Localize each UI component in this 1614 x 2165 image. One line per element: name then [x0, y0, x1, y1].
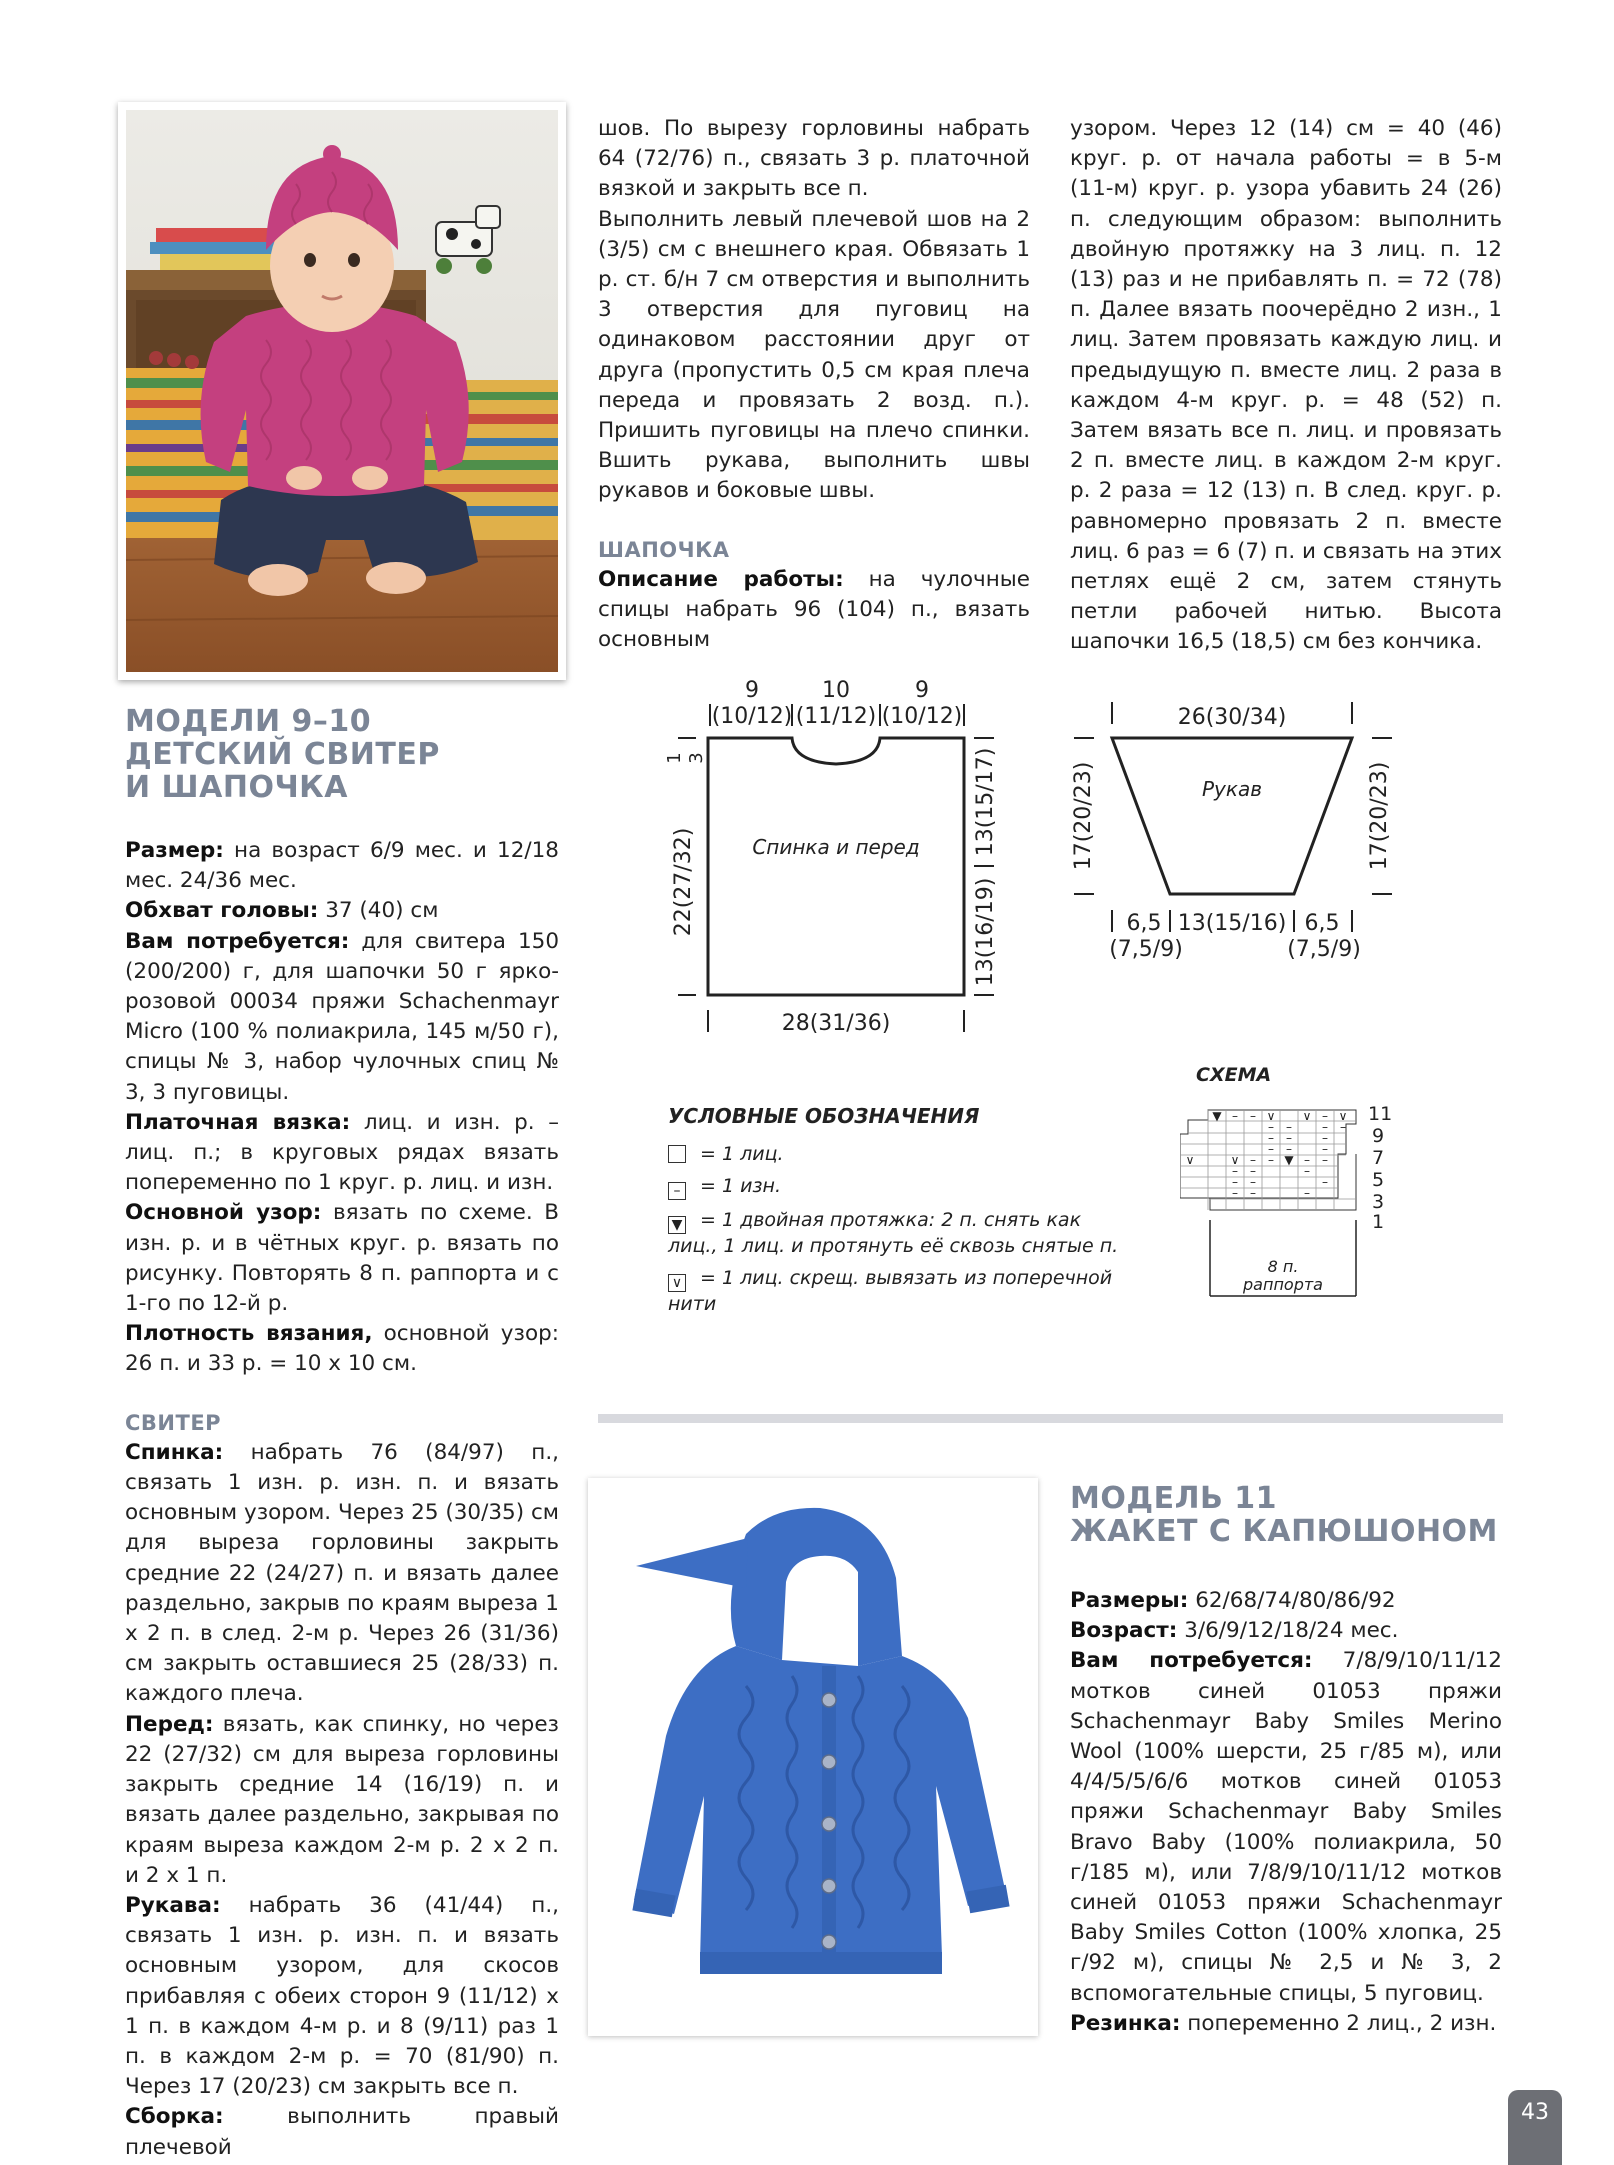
model-11-title: [1070, 1482, 1498, 1548]
jacket-sizes-label: Размеры:: [1070, 1588, 1189, 1613]
legend-double-decrease-text: = 1 двойная протяжка: 2 п. снять как лиц., 1 лиц. и протянуть её сквозь снятые п.: [668, 1209, 1119, 1257]
head-label: Обхват головы:: [125, 898, 319, 924]
svg-text:–: –: [1232, 1164, 1238, 1178]
body-left-top: 3: [686, 752, 707, 764]
pattern-line: [125, 1198, 559, 1319]
body-top-mid-sub: (11/12): [795, 704, 877, 729]
svg-text:–: –: [1322, 1175, 1328, 1189]
svg-text:–: –: [1340, 1120, 1346, 1134]
svg-text:▼: ▼: [1212, 1109, 1222, 1123]
svg-text:–: –: [1268, 1120, 1274, 1134]
chart-row-1: 1: [1372, 1211, 1385, 1233]
twisted-knit-symbol-icon: ∨: [668, 1274, 686, 1292]
body-left-height: 22(27/32): [671, 827, 696, 937]
baby-sweater-illustration: [126, 110, 558, 672]
legend-knit: [668, 1142, 1128, 1166]
back-line: [125, 1438, 559, 1710]
svg-text:∨: ∨: [1302, 1109, 1312, 1123]
body-top-mid: 10: [822, 678, 850, 703]
column-left: [125, 836, 559, 2163]
svg-text:∨: ∨: [1230, 1153, 1240, 1167]
gauge-text: основной узор: 26 п. и 33 р. = 10 х 10 см.: [125, 1321, 559, 1377]
sleeves-text: набрать 36 (41/44) п., связать 1 изн. р. изн. п. и вязать основным узором, для скосов прибавляя с обеих сторон 9 (11/12) х 1 п. в каждом 4-м р. и 8 (9/11) раз 1 п. в каждом 2-м р. = 70 (81/90) п. Через 17 (20/23) см закрыть все п.: [125, 1892, 559, 2100]
sleeve-bottom-left-sub: (7,5/9): [1109, 937, 1183, 962]
gauge-label: Плотность вязания,: [125, 1321, 373, 1347]
svg-text:▼: ▼: [1284, 1153, 1294, 1167]
jacket-rib-label: Резинка:: [1070, 2010, 1181, 2036]
sleeve-pattern-diagram: [1060, 690, 1400, 980]
assembly-paragraph: Выполнить левый плечевой шов на 2 (3/5) см с внешнего края. Обвязать 1 р. ст. б/н 7 см отверстия и выполнить 3 отверстия для пуговиц на одинаковом расстоянии друг от друга (пропустить 0,5 см края плеча переда и провязать 2 возд. п.). Пришить пуговицы на плечо спинки. Вшить рукава, выполнить швы рукавов и боковые швы.: [598, 206, 1030, 504]
svg-text:–: –: [1250, 1164, 1256, 1178]
size-line: [125, 836, 559, 896]
double-decrease-symbol-icon: ▼: [668, 1216, 686, 1234]
assembly-label: Сборка:: [125, 2104, 224, 2130]
assembly-line: [125, 2102, 559, 2162]
legend-title: УСЛОВНЫЕ ОБОЗНАЧЕНИЯ: [668, 1104, 980, 1128]
legend-purl: [668, 1174, 1128, 1200]
jacket-age-text: 3/6/9/12/18/24 мес.: [1177, 1618, 1399, 1644]
model-number: МОДЕЛИ 9–10: [125, 704, 372, 739]
svg-text:∨: ∨: [1338, 1109, 1348, 1123]
svg-text:–: –: [1232, 1186, 1238, 1200]
jacket-age-label: Возраст:: [1070, 1618, 1178, 1644]
front-label: Перед:: [125, 1711, 214, 1737]
sleeve-top-width: 26(30/34): [1177, 705, 1287, 730]
legend-twisted-knit: [668, 1266, 1128, 1316]
back-text: набрать 76 (84/97) п., связать 1 изн. р. изн. п. и вязать основным узором. Через 25 (30/35) см для выреза горловины закрыть средние 22 (24/27) п. и вязать далее раздельно, закрыв по краям выреза 1 х 2 п. в след. 2-м р. Через 26 (31/36) см закрыть оставшиеся 25 (28/33) п. каждого плеча.: [125, 1439, 559, 1707]
model-name-line2: И ШАПОЧКА: [125, 770, 348, 805]
svg-text:–: –: [1322, 1131, 1328, 1145]
svg-text:–: –: [1304, 1164, 1310, 1178]
symbol-legend: [668, 1104, 1128, 1324]
svg-text:–: –: [1250, 1109, 1256, 1123]
materials-text: для свитера 150 (200/200) г, для шапочки 50 г ярко-розовой 00034 пряжи Schachenmayr Micro (100 % полиакрила, 145 м/50 г), спицы № 3, набор чулочных спиц № 3, 3 пуговицы.: [125, 928, 560, 1105]
garter-label: Платочная вязка:: [125, 1109, 351, 1135]
sleeve-bottom-mid: 13(15/16): [1177, 911, 1287, 936]
head-text: 37 (40) см: [318, 898, 439, 924]
pattern-label: Основной узор:: [125, 1200, 322, 1226]
jacket-age-line: [1070, 1616, 1502, 1646]
purl-symbol-icon: –: [668, 1182, 686, 1200]
svg-text:–: –: [1286, 1120, 1292, 1134]
schema-title: СХЕМА: [1196, 1064, 1272, 1086]
pattern-text: вязать по схеме. В изн. р. и в чётных круг. р. вязать по рисунку. Повторять 8 п. раппорта и с 1-го по 12-й р.: [125, 1200, 559, 1317]
model-11-name: ЖАКЕТ С КАПЮШОНОМ: [1070, 1514, 1498, 1549]
body-bottom-width: 28(31/36): [781, 1011, 891, 1036]
front-line: [125, 1710, 559, 1891]
back-label: Спинка:: [125, 1439, 224, 1465]
svg-text:∨: ∨: [1185, 1153, 1195, 1167]
legend-double-decrease: [668, 1208, 1128, 1258]
body-top-right: 9: [915, 678, 929, 703]
sleeve-bottom-left: 6,5: [1126, 911, 1162, 936]
svg-text:–: –: [1250, 1175, 1256, 1189]
svg-text:–: –: [1250, 1186, 1256, 1200]
model-11-number: МОДЕЛЬ 11: [1070, 1481, 1278, 1516]
hooded-jacket-illustration: [596, 1486, 1030, 2028]
svg-text:–: –: [1232, 1109, 1238, 1123]
hat-paragraph: [598, 565, 1030, 656]
materials-label: Вам потребуется:: [125, 928, 350, 954]
svg-text:–: –: [1304, 1186, 1310, 1200]
chart-row-5: 5: [1372, 1169, 1385, 1191]
jacket-materials-label: Вам потребуется:: [1070, 1648, 1313, 1674]
legend-purl-text: = 1 изн.: [700, 1175, 782, 1197]
legend-twisted-knit-text: = 1 лиц. скрещ. вывязать из поперечной нити: [668, 1267, 1113, 1315]
body-right-top: 13(15/17): [973, 747, 998, 857]
jacket-rib-line: [1070, 2009, 1502, 2039]
sleeves-line: [125, 1891, 559, 2102]
body-top-left: 9: [745, 678, 759, 703]
svg-text:–: –: [1322, 1109, 1328, 1123]
page-number: 43: [1508, 2090, 1562, 2165]
assembly-text: выполнить правый плечевой: [125, 2104, 559, 2160]
size-text: на возраст 6/9 мес. и 12/18 мес. 24/36 мес.: [125, 838, 559, 894]
body-right-bottom: 13(16/19): [973, 877, 998, 987]
rapport-number: 8 п.: [1267, 1257, 1299, 1276]
svg-text:–: –: [1268, 1131, 1274, 1145]
front-text: вязать, как спинку, но через 22 (27/32) см для выреза горловины закрыть средние 14 (16/19) п. и вязать далее раздельно, закрывая по краям выреза каждом 2-м р. 2 х 2 п. и 2 х 1 п.: [125, 1711, 559, 1888]
svg-text:–: –: [1232, 1175, 1238, 1189]
chart-row-11: 11: [1368, 1103, 1393, 1125]
model-name-line1: ДЕТСКИЙ СВИТЕР: [125, 737, 440, 772]
sleeve-right-height: 17(20/23): [1367, 761, 1392, 871]
sleeve-bottom-right: 6,5: [1304, 911, 1340, 936]
hat-label: Описание работы:: [598, 566, 844, 592]
gauge-line: [125, 1319, 559, 1379]
svg-text:∨: ∨: [1266, 1109, 1276, 1123]
chart-row-7: 7: [1372, 1147, 1385, 1169]
svg-text:–: –: [1304, 1153, 1310, 1167]
size-label: Размер:: [125, 838, 224, 863]
body-pattern-diagram: [660, 670, 1020, 1040]
chart-row-3: 3: [1372, 1191, 1385, 1213]
body-top-right-sub: (10/12): [881, 704, 963, 729]
knit-symbol-icon: [668, 1145, 686, 1163]
assembly-continued: шов. По вырезу горловины набрать 64 (72/76) п., связать 3 р. платочной вязкой и закрыть все п.: [598, 116, 1030, 202]
jacket-materials-text: 7/8/9/10/11/12 мотков синей 01053 пряжи Schachenmayr Baby Smiles Merino Wool (100% шерсти, 25 г/85 м), или 4/4/5/5/6/6 мотков синей 01053 пряжи Schachenmayr Baby Smiles Bravo Baby (100% полиакрила, 50 г/185 м), или 7/8/9/10/11/12 мотков синей 01053 пряжи Schachenmayr Baby Smiles Cotton (100% хлопка, 25 г/92 м), спицы № 2,5 и № 3, 2 вспомогательные спицы, 5 пуговиц.: [1070, 1648, 1502, 2006]
jacket-rib-text: попеременно 2 лиц., 2 изн.: [1180, 2010, 1497, 2036]
sleeve-center-label: Рукав: [1201, 777, 1263, 801]
head-line: [125, 896, 559, 926]
sleeves-label: Рукава:: [125, 1892, 221, 1918]
sleeve-bottom-right-sub: (7,5/9): [1287, 937, 1361, 962]
svg-text:–: –: [1250, 1153, 1256, 1167]
svg-text:–: –: [1322, 1142, 1328, 1156]
garter-text: лиц. и изн. р. – лиц. п.; в круговых рядах вязать попеременно по 1 круг. р. лиц. и изн.: [125, 1109, 560, 1196]
garter-line: [125, 1108, 559, 1199]
legend-knit-text: = 1 лиц.: [700, 1143, 784, 1165]
column-model-11: [1070, 1586, 1502, 2039]
hat-heading: ШАПОЧКА: [598, 537, 730, 562]
svg-text:–: –: [1286, 1131, 1292, 1145]
svg-text:–: –: [1286, 1142, 1292, 1156]
baby-sweater-photo: [118, 102, 566, 680]
sweater-heading: СВИТЕР: [125, 1410, 222, 1435]
body-left-small: 1: [664, 752, 685, 764]
hat-text: на чулочные спицы набрать 96 (104) п., вязать основным: [598, 566, 1030, 653]
column-middle: [598, 114, 1030, 655]
hat-continued: узором. Через 12 (14) см = 40 (46) круг. р. от начала работы = в 5-м (11-м) круг. р. узора убавить 24 (26) п. следующим образом: выполнить двойную протяжку на 3 лиц. п. 12 (13) раз и не прибавлять п. = 72 (78) п. Далее вязать поочерёдно 2 изн., 1 лиц. Затем провязать каждую лиц. и предыдущую п. вместе лиц. 2 раза в каждом 4-м круг. р. = 48 (52) п. Затем вязать все п. лиц. и провязать 2 п. вместе лиц. в каждом 2-м круг. р. 2 раза = 12 (13) п. В след. круг. р. равномерно провязать 2 п. вместе лиц. 6 раз = 6 (7) п. и связать на этих петлях ещё 2 см, затем стянуть петли рабочей нитью. Высота шапочки 16,5 (18,5) см без кончика.: [1070, 116, 1502, 655]
sleeve-left-height: 17(20/23): [1071, 761, 1096, 871]
svg-text:–: –: [1268, 1142, 1274, 1156]
body-center-label: Спинка и перед: [752, 835, 920, 859]
hooded-jacket-photo: [588, 1478, 1038, 2036]
chart-row-9: 9: [1372, 1125, 1385, 1147]
materials-line: [125, 927, 559, 1108]
jacket-materials-line: [1070, 1646, 1502, 2008]
model-9-10-title: [125, 705, 440, 804]
svg-text:–: –: [1322, 1120, 1328, 1134]
knitting-chart: [1180, 1100, 1440, 1300]
jacket-sizes-text: 62/68/74/80/86/92: [1188, 1588, 1396, 1613]
body-top-left-sub: (10/12): [711, 704, 793, 729]
section-separator: [598, 1414, 1503, 1423]
svg-text:–: –: [1322, 1153, 1328, 1167]
jacket-sizes-line: [1070, 1586, 1502, 1616]
column-right: [1070, 114, 1502, 658]
svg-text:–: –: [1268, 1153, 1274, 1167]
rapport-label: раппорта: [1243, 1275, 1323, 1294]
